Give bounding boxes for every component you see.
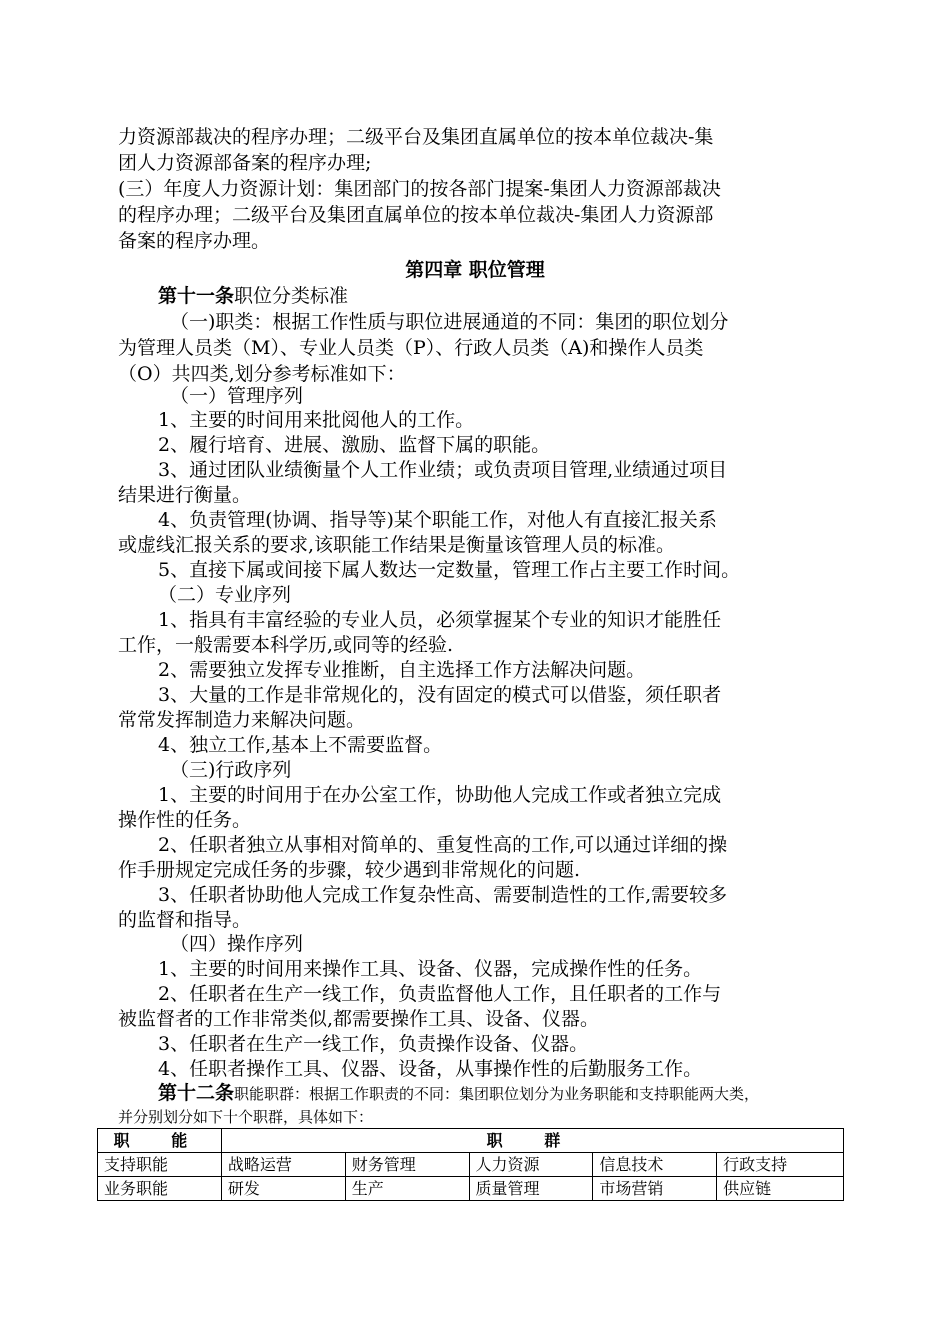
admin-item-3a: 3、任职者协助他人完成工作复杂性高、需要制造性的工作,需要较多 [158, 884, 728, 906]
admin-heading: （三)行政序列 [170, 759, 292, 781]
ops-item-3: 3、任职者在生产一线工作，负责操作设备、仪器。 [158, 1033, 589, 1055]
ops-item-4: 4、任职者操作工具、仪器、设备，从事操作性的后勤服务工作。 [158, 1058, 703, 1080]
article-12-text-2: 并分别划分如下十个职群，具体如下： [118, 1108, 374, 1126]
table-row [98, 1177, 844, 1201]
table-cell: 生产 [345, 1177, 469, 1201]
table-row [98, 1153, 844, 1177]
article-11-para-2: 为管理人员类（M）、专业人员类（P）、行政人员类（A)和操作人员类 [118, 337, 704, 359]
intro-line-4: 的程序办理；二级平台及集团直属单位的按本单位裁决-集团人力资源部 [118, 204, 714, 226]
article-11-heading [158, 283, 878, 309]
ops-item-2b: 被监督者的工作非常类似,都需要操作工具、设备、仪器。 [118, 1008, 600, 1030]
table-cell: 人力资源 [469, 1153, 593, 1177]
prof-item-3b: 常常发挥制造力来解决问题。 [118, 709, 366, 731]
intro-line-5: 备案的程序办理。 [118, 230, 271, 252]
table-cell: 研发 [221, 1177, 345, 1201]
mgmt-item-5: 5、直接下属或间接下属人数达一定数量，管理工作占主要工作时间。 [158, 559, 741, 581]
table-cell: 市场营销 [593, 1177, 717, 1201]
article-12-label: 第十二条 [158, 1082, 235, 1104]
table-cell: 质量管理 [469, 1177, 593, 1201]
admin-item-1b: 操作性的任务。 [118, 809, 252, 831]
chapter-title: 第四章 职位管理 [405, 259, 545, 281]
admin-item-2a: 2、任职者独立从事相对简单的、重复性高的工作,可以通过详细的操 [158, 834, 728, 856]
table-cell: 信息技术 [593, 1153, 717, 1177]
mgmt-item-2: 2、履行培育、进展、激励、监督下属的职能。 [158, 434, 551, 456]
mgmt-item-3a: 3、通过团队业绩衡量个人工作业绩；或负责项目管理,业绩通过项目 [158, 459, 728, 481]
article-12-text-1: 职能职群：根据工作职责的不同：集团职位划分为业务职能和支持职能两大类， [234, 1085, 760, 1103]
prof-item-1b: 工作，一般需要本科学历,或同等的经验. [118, 634, 454, 656]
mgmt-item-4b: 或虚线汇报关系的要求,该职能工作结果是衡量该管理人员的标准。 [118, 534, 676, 556]
table-cell: 行政支持 [717, 1153, 844, 1177]
prof-item-3a: 3、大量的工作是非常规化的，没有固定的模式可以借鉴，须任职者 [158, 684, 722, 706]
table-cell: 财务管理 [345, 1153, 469, 1177]
intro-line-2: 团人力资源部备案的程序办理; [118, 152, 372, 174]
mgmt-item-1: 1、主要的时间用来批阅他人的工作。 [158, 409, 475, 431]
intro-line-3: (三）年度人力资源计划：集团部门的按各部门提案-集团人力资源部裁决 [118, 178, 721, 200]
prof-item-1a: 1、指具有丰富经验的专业人员，必须掌握某个专业的知识才能胜任 [158, 609, 722, 631]
prof-item-2: 2、需要独立发挥专业推断，自主选择工作方法解决问题。 [158, 659, 646, 681]
table-header-row [98, 1129, 844, 1153]
prof-heading: （二）专业序列 [158, 584, 292, 606]
ops-heading: （四）操作序列 [170, 933, 304, 955]
article-11-label: 第十一条 [158, 285, 235, 307]
table-cell: 战略运营 [221, 1153, 345, 1177]
admin-item-1a: 1、主要的时间用于在办公室工作，协助他人完成工作或者独立完成 [158, 784, 722, 806]
article-12-heading [158, 1080, 878, 1107]
admin-item-2b: 作手册规定完成任务的步骤，较少遇到非常规化的问题. [118, 859, 581, 881]
ops-item-1: 1、主要的时间用来操作工具、设备、仪器，完成操作性的任务。 [158, 958, 703, 980]
ops-item-2a: 2、任职者在生产一线工作，负责监督他人工作，且任职者的工作与 [158, 983, 722, 1005]
mgmt-item-4a: 4、负责管理(协调、指导等)某个职能工作，对他人有直接汇报关系 [158, 509, 717, 531]
article-11-title: 职位分类标准 [234, 285, 349, 307]
mgmt-heading: （一）管理序列 [170, 385, 304, 407]
prof-item-4: 4、独立工作,基本上不需要监督。 [158, 734, 443, 756]
table-cell: 供应链 [717, 1177, 844, 1201]
intro-line-1: 力资源部裁决的程序办理；二级平台及集团直属单位的按本单位裁决-集 [118, 126, 714, 148]
header-groups: 职 群 [221, 1129, 843, 1153]
function-group-table [97, 1128, 844, 1201]
table-cell: 支持职能 [98, 1153, 222, 1177]
admin-item-3b: 的监督和指导。 [118, 909, 252, 931]
header-function: 职 能 [98, 1129, 222, 1153]
article-11-para-3: （O）共四类,划分参考标准如下： [118, 363, 406, 385]
table-cell: 业务职能 [98, 1177, 222, 1201]
mgmt-item-3b: 结果进行衡量。 [118, 484, 252, 506]
article-11-para-1: （一)职类：根据工作性质与职位进展通道的不同：集团的职位划分 [170, 311, 729, 333]
